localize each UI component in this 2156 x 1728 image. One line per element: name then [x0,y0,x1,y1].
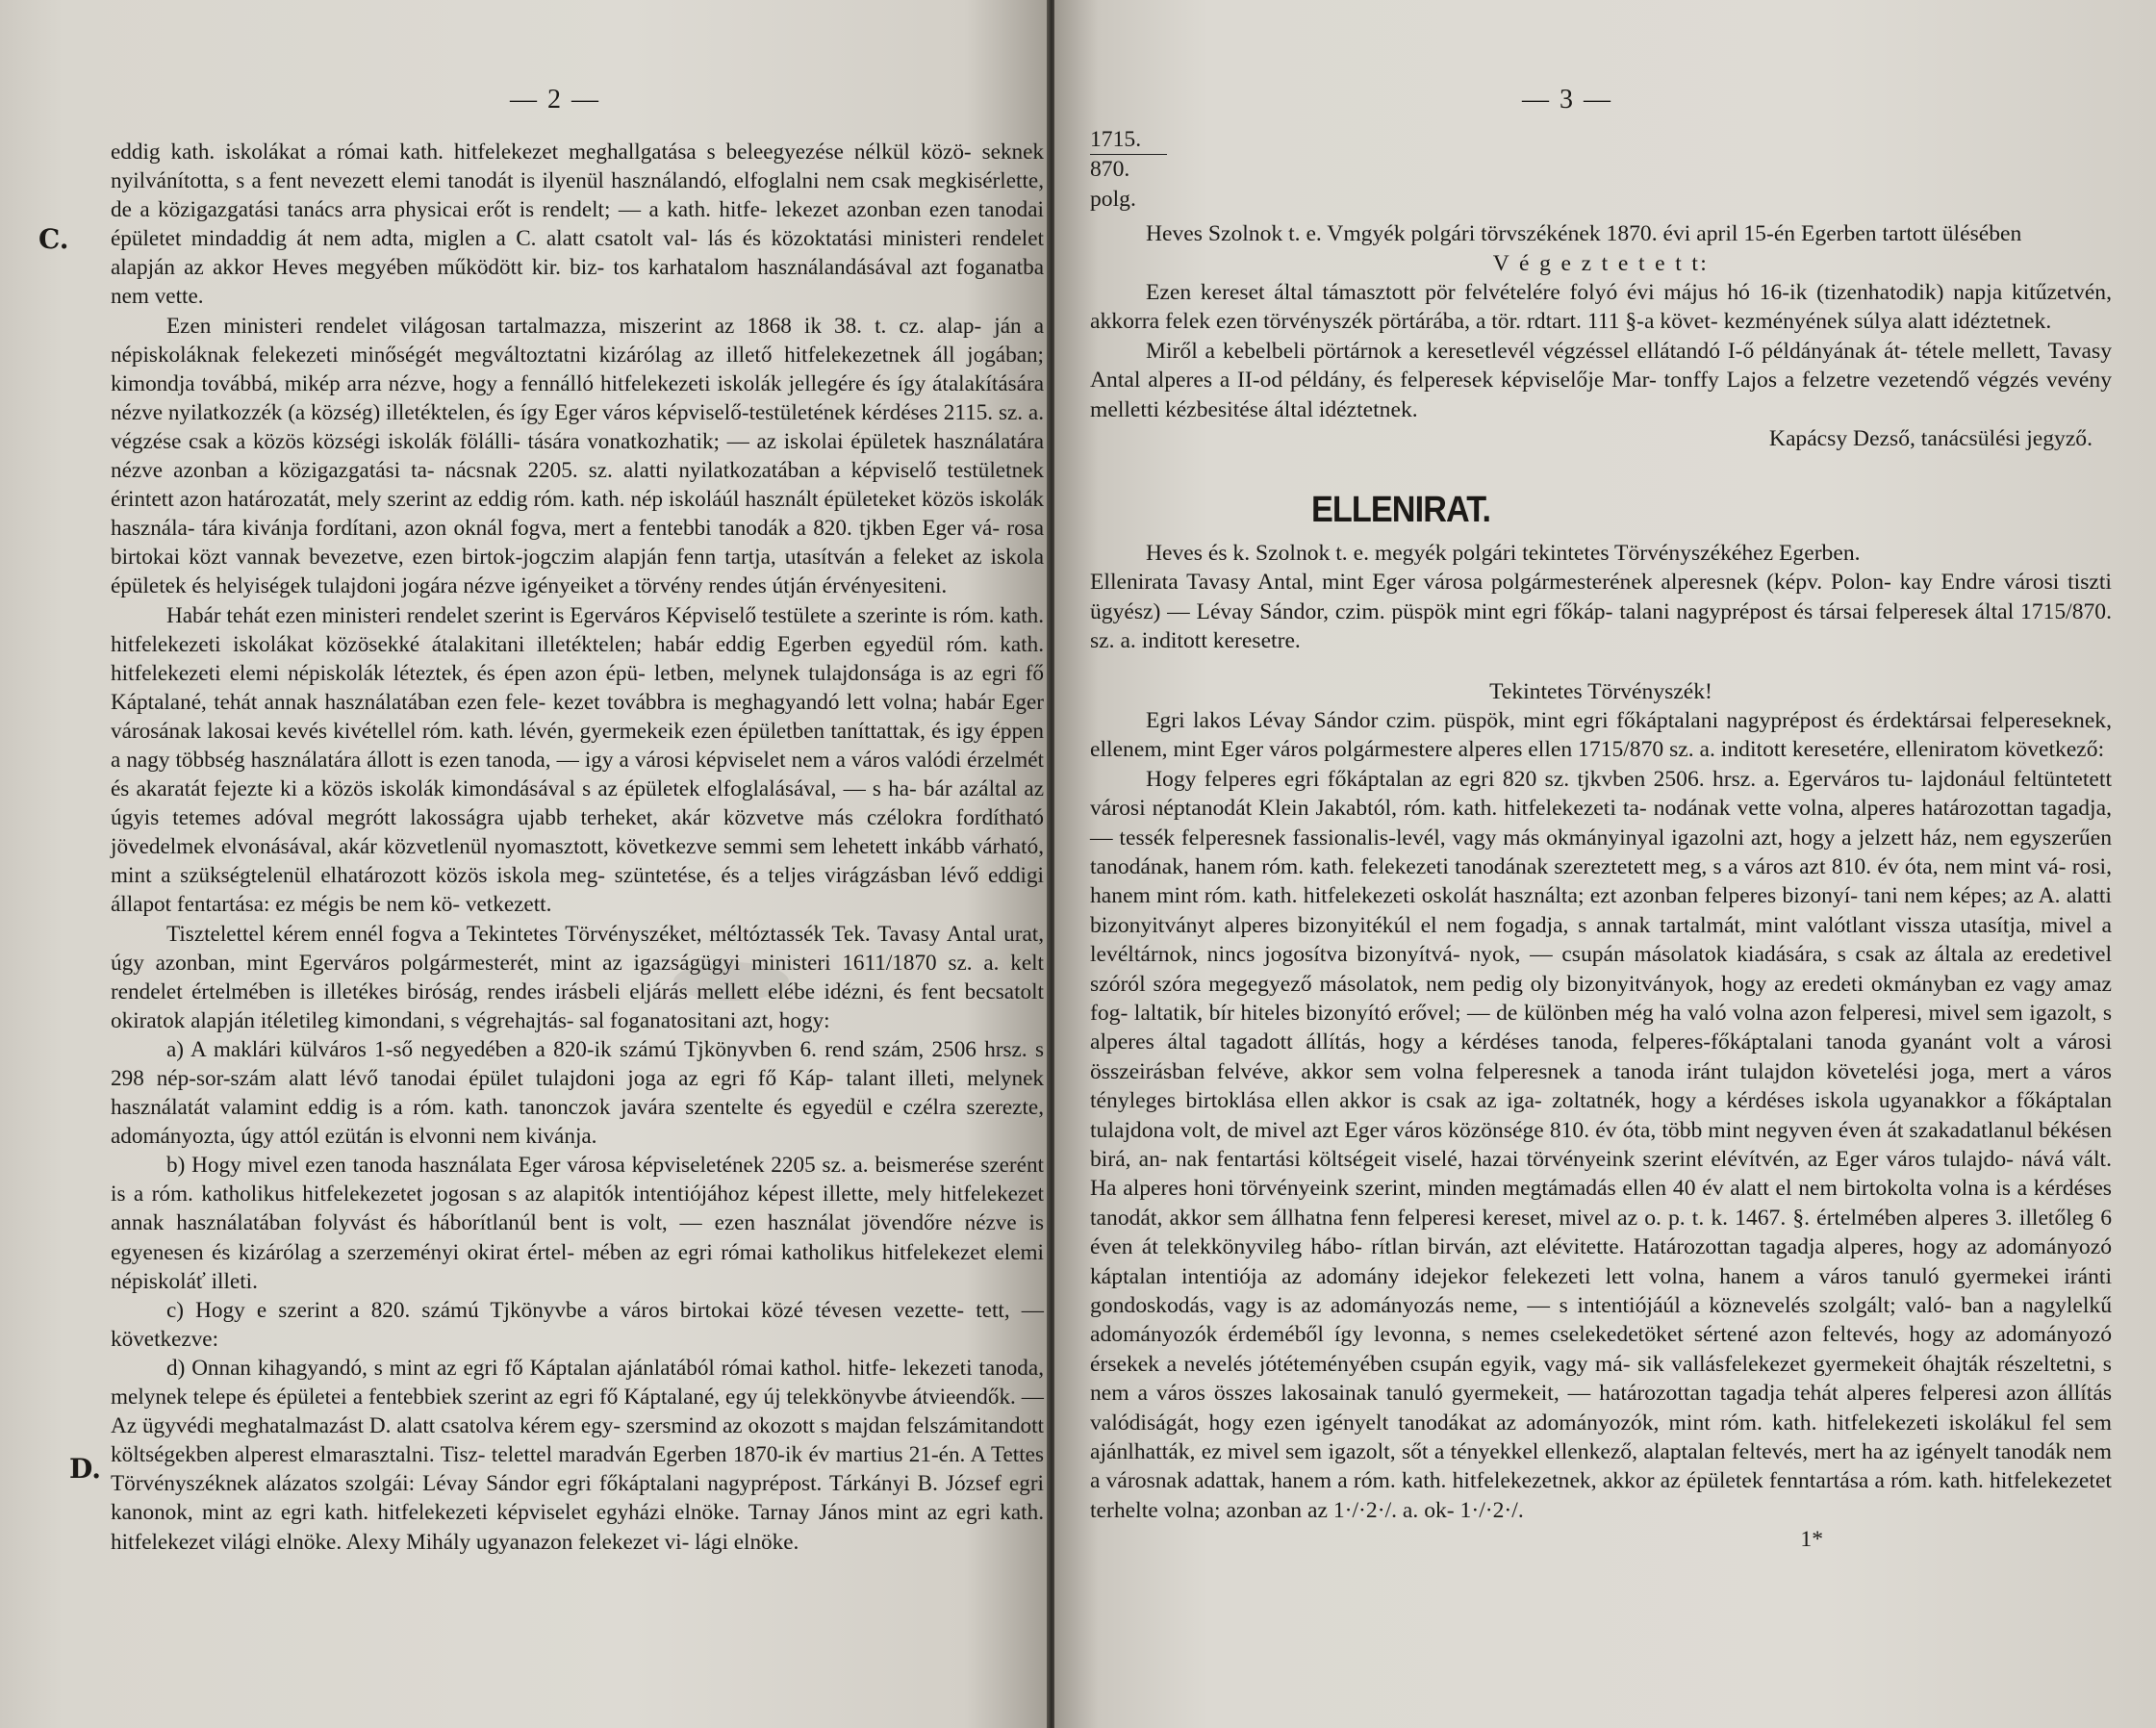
left-page [0,0,1049,1728]
page-number-right: — 3 — [1522,85,1612,114]
ellenirat-intro: Ellenirata Tavasy Antal, mint Eger városa polgármesterének alperesnek (képv. Polon- kay Endre városi tiszti ügyész) — Lévay Sándor, czim. püspök mint egri főkáp- talani nagyprépost és társai felperesek által 1715/870. sz. a. inditott keresetre. [1090,570,2112,654]
page-number-left: — 2 — [510,85,600,114]
left-paragraph-4: Tisztelettel kérem ennél fogva a Tekintetes Törvényszéket, méltóztassék Tek. Tavasy Antal urat, úgy azonban, mint Egerváros polgármesterét, mint az igazságügyi ministeri 1611/1870 sz. a. kelt rendelet értelmében is illetékes biróság, rendes irásbeli eljárás mellett elébe idézni, és fent becsatolt okiratok alapján itéletileg kimondani, s végrehajtás- sal foganatositani azt, hogy: [111,921,1044,1033]
court-line: Heves Szolnok t. e. Vmgyék polgári törvszékének 1870. évi april 15-én Egerben tartott ülésében [1146,221,2022,247]
left-item-d: d) Onnan kihagyandó, s mint az egri fő Káptalan ajánlatából római kathol. hitfe- lekezeti tanoda, melynek telepe és épületei a fentebbiek szerint az egri fő Káptalané, egy új telekkönyvbe átvieendők. — Az ügyvédi meghatalmazást D. alatt csatolva kérem egy- szersmind az okozott s majdan felszámitandott költségekben alperest elmarasztalni. Tisz- telettel maradván Egerben 1870-ik év martius 21-én. A Tettes Törvényszéknek alázatos szolgái: Lévay Sándor egri főkáptalani nagyprépost. Tárkányi B. József egri kanonok, mint az egri kath. hitfelekezeti képviselet egyházi elnöke. Tarnay János mint az egri kath. hitfelekezet világi elnöke. Alexy Mihály ugyanazon felekezet vi- lági elnöke. [111,1355,1044,1555]
left-paragraph-2: Ezen ministeri rendelet világosan tartalmazza, miszerint az 1868 ik 38. t. cz. alap- ján a népiskoláknak felekezeti minőségét megváltoztatni kizárólag az illető hitfelekezetnek áll jogában; kimondja továbbá, mikép arra nézve, hogy a fennálló hitfelekezeti iskolák jellegére és így átalakítására nézve nyilatkozzék (a község) illetéktelen, és így Eger város képviselő-testületének kérdéses 2115. sz. a. végzése csak a közös községi iskolák fölálli- tására vonatkozhatik; — az iskolai épületek használatára nézve azonban a közigazgatási ta- nácsnak 2205. sz. alatti nyilatkozatában a képviselő testületnek érintett azon határozatát, mely szerint az eddig róm. kath. nép iskoláúl használt épületeket közös iskolák használa- tára kivánja fordítani, azon oknál fogva, mert a fentebbi tanodák a 820. tjkben Eger vá- rosa birtokai közt vannak bevezetve, ezen birtok-jogczim alapján fenn tartja, utasítván a feleket az iskola épületek és helyiségek tulajdoni jogára nézve igényeiket a törvény rendes útján érvényesiteni. [111,313,1044,599]
left-item-b: b) Hogy mivel ezen tanoda használata Eger városa képviseletének 2205 sz. a. beismerése szerént is a róm. katholikus hitfelekezetet jogosan s az alapitók intentiójához képest illette, mely hitfelekezet annak használatában folyvást és háborítlanúl bent is volt, — ezen használat jövendőre nézve is egyenesen és kizárólag a szerzeményi okirat értel- mében az egri római katholikus hitfelekezet elemi népiskoláť illeti. [111,1153,1044,1294]
case-number-bottom: 870. polg. [1090,157,1136,212]
case-number-top: 1715. [1090,125,1167,155]
salutation: Tekintetes Törvényszék! [1489,678,1712,704]
ellenirat-heading: ELLENIRAT. [1311,490,1491,531]
decision-paragraph-2: Miről a kebelbeli pörtárnok a keresetlevél végzéssel ellátandó I-ő példányának át- tétele mellett, Tavasy Antal alperes a II-od példány, és felperesek képviselője Mar- tonffy Lajos a felzetre vezetendő végzés vevény melletti kézbesitése által idéztetnek. [1090,338,2112,422]
right-page [1054,0,2156,1728]
right-text-column [1090,125,2112,1555]
signature-mark: 1* [1800,1527,1823,1553]
left-paragraph-1: eddig kath. iskolákat a római kath. hitfelekezet meghallgatása s beleegyezése nélkül közö- seknek nyilvánította, s a fent nevezett elemi tanodát is ilyenül használandó, elfoglalni nem csak megkisérlette, de a közigazgatási tanács arra physicai erőt is rendelt; — a kath. hitfe- lekezet azonban ezen tanodai épületet mindaddig át nem adta, miglen a C. alatt csatolt val- lás és közoktatási ministeri rendelet alapján az akkor Heves megyében működött kir. biz- tos karhatalom használandásával azt foganatba nem vette. [111,140,1044,310]
decision-paragraph-1: Ezen kereset által támasztott pör felvételére folyó évi május hó 16-ik (tizenhatodik) napja kitűzetvén, akkorra felek ezen törvényszék pörtárába, a tör. rdtart. 111 §-a követ- kezményének súlya alatt idéztetnek. [1090,280,2112,335]
left-text-column [111,138,1044,1557]
right-body-2: Hogy felperes egri főkáptalan az egri 820 sz. tjkvben 2506. hrsz. a. Egerváros tu- lajdonául feltüntetett városi néptanodát Klein Jakabtól, róm. kath. hitfelekezeti ta- nodának vette volna, alperes határozottan tagadja, — tessék felperesnek fassionalis-levél, vagy más okmányinyal igazolni azt, hogy a jelzett ház, nem egyszerűen tanodának, hanem róm. kath. felekezeti tanodának szereztetett meg, s a város azt 810. év óta, nem mint vá- rosi, hanem mint róm. kath. hitfelekezeti oskolát használta; ezt azonban felperes bizonyí- tani nem képes; az A. alatti bizonyitványt alperes bizonyitékúl el nem fogadja, s annak tartalmát, mint valótlant vissza utasítja, mivel a levéltárnok, nincs jogosítva bizonyítvá- nyok, — csupán másolatok kiadására, s csak az általa az eredetivel szóról szóra megegyező másolatok, nem pedig oly bizonyitványok, hogy az eredeti okmányban ez vagy amaz fog- laltatik, bír hiteles bizonyító erővel; — de különben még ha való volna azon felperesi, mivel sem igazolt, s alperes által tagadott állítás, hogy a kérdéses tanoda, felperes-főkáptalani tanoda gyanánt volt a városi összeirásban felvéve, akkor sem volna felperesnek a tanoda iránt tulajdon követelési joga, mert a város tényleges birtoklása ellen akkor is csak az iga- zoltatnék, hogy a kérdéses iskola ugyanakkor a főkáptalan tulajdona volt, de mivel azt Eger város közönsége 810. év óta, több mint negyven éven át szakadatlanul békésen birá, an- nak fentartási költségeit viselé, hazai törvényeink szerint elévítvén, az Eger város tulajdo- nává vált. Ha alperes honi törvényeink szerint, minden megtámadás ellen 40 év alatt el nem birtokolta volna is a kérdéses tanodát, akkor sem állhatna fenn felperesi kereset, mivel az o. p. t. k. 1467. §. értelmében alperes 3. illetőleg 6 éven át telekkönyvileg hábo- rítlan birván, azt elévitette. Határozottan tagadja alperes, hogy az adományozó káptalan intentiója az adomány idejekor felekezeti lett volna, hanem a város tanuló gyermekei iránti gondoskodás, vagy is az adományozás neme, — s intentiójáúl a köznevelés szolgált; való- ban a nagylelkű adományozók érdeméből így levonna, s nemes cselekedetöket sértené azon feltevés, hogy az adományozó érsekek a nevelés jótéteményében csupán egyik, vagy má- sik vallásfelekezet gyermekeit óhajták részeltetni, s nem a város összes lakosainak tanuló gyermekeit, — határozottan tagadja tehát alperes felperesi azon állítás valódiságát, hogy ezen igényelt tanodákat az adományozók, mint róm. kath. hitfelekezeti iskolákul fel sem ajánlhatták, ez mivel sem igazolt, sőt a tényekkel ellenkező, alaptalan feltevés, mert ha az igényelt tanodák nem a városnak adattak, hanem a róm. kath. hitfelekezetnek, akkor az épületek fenntartása a róm. kath. hitfelekezetet terhelte volna; azonban az 1·/·2·/. a. ok- 1·/·2·/. [1090,766,2112,1523]
right-body-1: Egri lakos Lévay Sándor czim. püspök, mint egri főkáptalani nagyprépost és érdektársai felpereseknek, ellenem, mint Eger város polgármestere alperes ellen 1715/870 sz. a. inditott keresetére, elleniratom következő: [1090,707,2112,763]
clerk-signature: Kapácsy Dezső, tanácsülési jegyző. [1768,426,2093,452]
margin-mark-d: D. [69,1453,102,1485]
left-paragraph-3: Habár tehát ezen ministeri rendelet szerint is Egerváros Képviselő testülete a szerinte is róm. kath. hitfelekezeti iskolákat közösekké átalakitani illetéktelen; habár eddig Egerben egyedül róm. kath. hitfelekezeti elemi népiskolák léteztek, és épen azon épü- letben, melynek tulajdonsága is az egri fő Káptalané, tehát annak használatában ezen fele- kezet továbbra is meghagyandó lett volna; habár Eger városának lakosai kevés kivétellel róm. kath. lévén, gyermekeik ezen épületben taníttattak, és igy éppen a nagy többség használatára állott is ezen tanoda, — igy a városi képviselet nem a város valódi érzelmét és akaratát fejezte ki a közös iskolák kimondásával s az épületek elfoglalásával, — s ha- bár azáltal az úgyis tetemes adóval megrótt lakosságra ujabb terheket, akár közvetve más czélokra fordítható jövedelmek elvonásával, akár közvetlenül nyomasztott, következve semmi sem lehetett inkább várható, mint a szükségtelenül elhatározott közös iskola meg- szüntetése, és a teljes virágzásban lévő eddigi állapot fentartása: ez mégis be nem kö- vetkezett. [111,602,1044,918]
addressee: Heves és k. Szolnok t. e. megyék polgári tekintetes Törvényszékéhez Egerben. [1146,540,1861,566]
case-number [1090,125,1167,214]
vegeztetett: V é g e z t e t e t t: [1492,250,1710,276]
left-item-a: a) A maklári külváros 1-ső negyedében a 820-ik számú Tjkönyvben 6. rend szám, 2506 hrsz. s 298 nép-sor-szám alatt lévő tanodai épület tulajdoni joga az egri fő Káp- talant illeti, melynek használatát valamint eddig is a róm. kath. tanonczok javára szentelte és egyedül e czélra szerezte, adományozta, úgy attól ezütán is elvonni nem kivánja. [111,1036,1044,1150]
margin-mark-c: C. [38,223,69,255]
left-item-c: c) Hogy e szerint a 820. számú Tjkönyvbe a város birtokai közé tévesen vezette- tett, — következve: [111,1297,1044,1352]
